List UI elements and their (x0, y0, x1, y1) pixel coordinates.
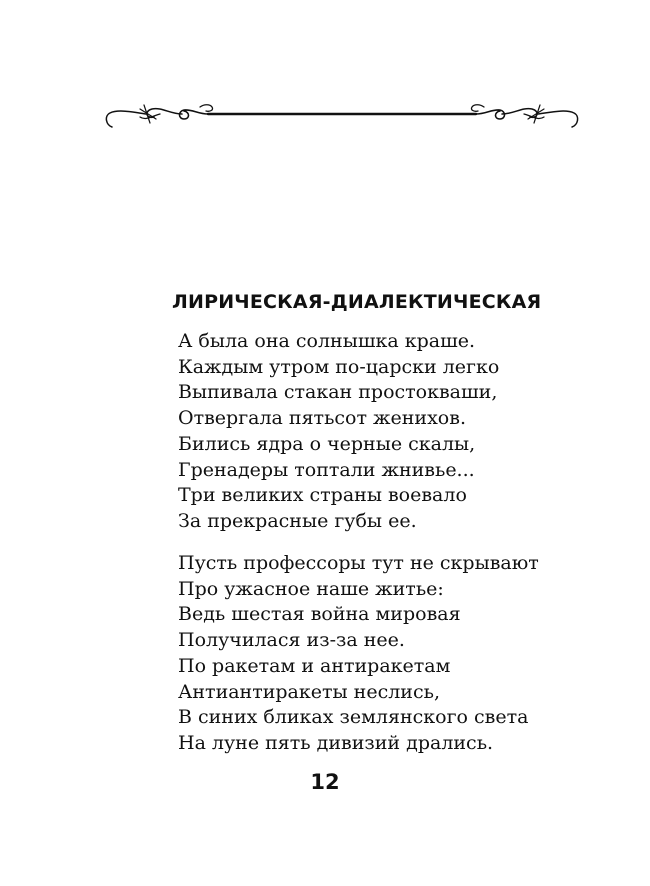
poem-line: По ракетам и антиракетам (178, 654, 451, 677)
poem-line: Три великих страны воевало (178, 484, 467, 507)
page-number: 12 (310, 770, 340, 794)
flourish-divider-icon (100, 95, 584, 135)
poem-line: Гренадеры топтали жнивье... (178, 458, 475, 481)
poem-line: За прекрасные губы ее. (178, 509, 417, 532)
poem-line: Отвергала пятьсот женихов. (178, 407, 466, 430)
poem-line: В синих бликах землянского света (178, 706, 529, 729)
poem-line: Про ужасное наше житье: (178, 577, 444, 600)
poem-line: Ведь шестая война мировая (178, 603, 461, 626)
poem-line: Выпивала стакан простокваши, (178, 381, 498, 404)
stanza-2 (178, 551, 578, 757)
poem-line: Бились ядра о черные скалы, (178, 432, 476, 455)
poem-line: На луне пять дивизий дрались. (178, 731, 494, 754)
stanza-1 (178, 329, 578, 535)
poem-line: Каждым утром по-царски легко (178, 355, 500, 378)
poem-line: Получилася из-за нее. (178, 629, 405, 652)
poem-line: Пусть профессоры тут не скрывают (178, 552, 539, 574)
poem-title: ЛИРИЧЕСКАЯ-ДИАЛЕКТИЧЕСКАЯ (172, 291, 542, 313)
poem-line: Антиантиракеты неслись, (178, 680, 440, 703)
poem-line: А была она солнышка краше. (178, 330, 476, 352)
